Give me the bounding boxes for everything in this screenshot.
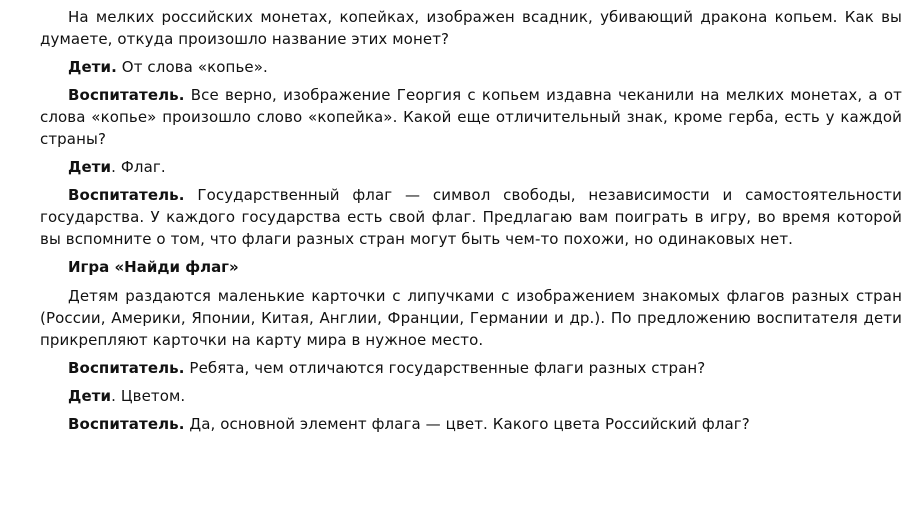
paragraph-text: . Флаг. (111, 158, 166, 177)
paragraph-text: Ребята, чем отличаются государственные флаги разных стран? (184, 358, 706, 377)
section-heading-text: Игра «Найди флаг» (68, 258, 239, 277)
section-heading (40, 256, 902, 278)
speaker-label: Воспитатель. (68, 358, 185, 377)
paragraph-text: Все верно, изображение Георгия с копьем издавна чеканили на мелких монетах, а от слова «копье» произошло слово «копейка». Какой еще отличительный знак, кроме герба, есть у каждой страны? (40, 86, 902, 149)
paragraph (40, 385, 902, 407)
paragraph (40, 285, 902, 351)
paragraph (40, 184, 902, 250)
paragraph (40, 6, 902, 50)
speaker-label: Воспитатель. (68, 186, 185, 205)
paragraph (40, 84, 902, 150)
speaker-label: Дети. (68, 58, 117, 77)
paragraph (40, 357, 902, 379)
paragraph-text: От слова «копье». (116, 58, 268, 77)
paragraph-text: . Цветом. (111, 386, 186, 405)
paragraph-text: Государственный флаг — символ свободы, независимости и самостоятельности государства. У каждого государства есть свой флаг. Предлагаю вам поиграть в игру, во время которой вы вспомните о том, что флаги разных стран могут быть чем-то похожи, но одинаковых нет. (40, 186, 902, 249)
paragraph-text: Да, основной элемент флага — цвет. Какого цвета Российский флаг? (184, 414, 750, 433)
paragraph-text: Детям раздаются маленькие карточки с липучками с изображением знакомых флагов разных стран (России, Америки, Японии, Китая, Англии, Франции, Германии и др.). По предложению воспитателя дети прикрепляют карточки на карту мира в нужное место. (40, 286, 902, 349)
paragraph (40, 56, 902, 78)
speaker-label: Дети (68, 386, 112, 405)
paragraph (40, 156, 902, 178)
paragraph-text: На мелких российских монетах, копейках, изображен всадник, убивающий дракона копьем. Как вы думаете, откуда произошло название этих монет? (40, 8, 902, 49)
speaker-label: Воспитатель. (68, 86, 185, 105)
paragraph (40, 413, 902, 435)
speaker-label: Дети (68, 158, 112, 177)
speaker-label: Воспитатель. (68, 414, 185, 433)
